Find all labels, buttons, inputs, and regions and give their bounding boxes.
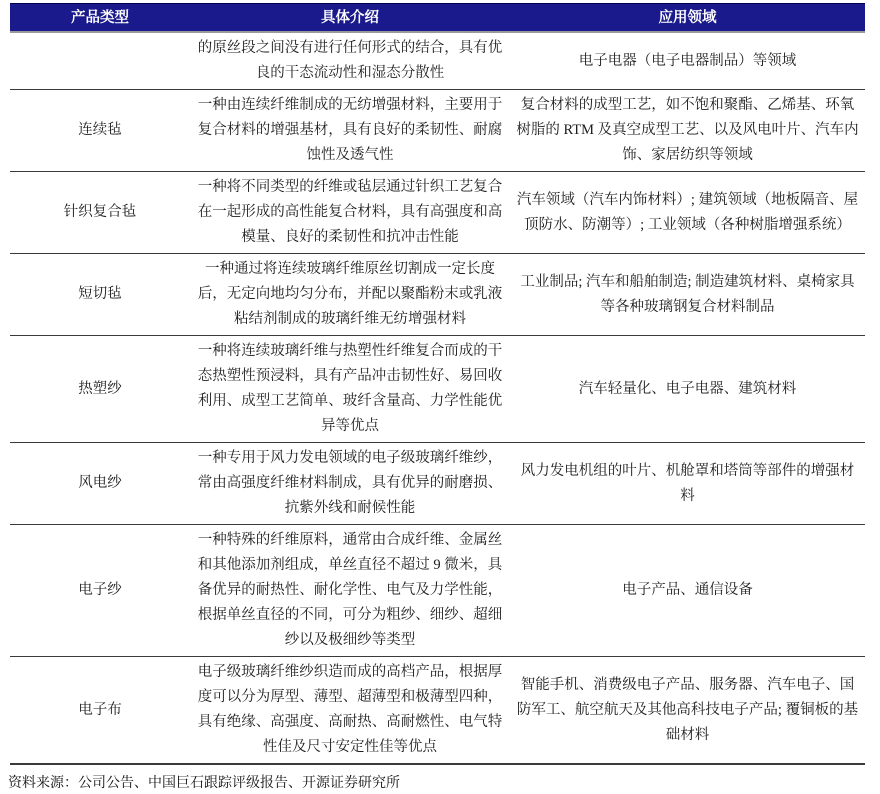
- table-row: [10, 33, 865, 90]
- product-type-cell: 风电纱: [78, 475, 122, 491]
- description-cell: 一种将连续玻璃纤维与热塑性纤维复合而成的干态热塑性预浸料，具有产品冲击韧性好、易回收利用、成型工艺简单、玻纤含量高、力学性能优异等优点: [197, 343, 503, 434]
- description-cell: 一种通过将连续玻璃纤维原丝切割成一定长度后，无定向地均匀分布，并配以聚酯粉末或乳液粘结剂制成的玻璃纤维无纺增强材料: [197, 261, 503, 327]
- column-header-application: 应用领域: [658, 10, 717, 26]
- product-table: [10, 3, 865, 765]
- application-cell: 汽车领域（汽车内饰材料）; 建筑领域（地板隔音、屋顶防水、防潮等）; 工业领域（各种树脂增强系统）: [516, 191, 859, 233]
- application-cell: 复合材料的成型工艺，如不饱和聚酯、乙烯基、环氧树脂的 RTM 及真空成型工艺、以及风电叶片、汽车内饰、家居纺织等领域: [516, 97, 859, 163]
- description-cell: 一种将不同类型的纤维或毡层通过针织工艺复合在一起形成的高性能复合材料，具有高强度和高模量、良好的柔韧性和抗冲击性能: [197, 179, 503, 245]
- application-cell: 工业制品; 汽车和船舶制造; 制造建筑材料、桌椅家具等各种玻璃钢复合材料制品: [520, 273, 855, 315]
- column-header-product-type: 产品类型: [71, 10, 129, 26]
- table-row: [10, 657, 865, 765]
- table-row: [10, 336, 865, 443]
- description-cell: 一种特殊的纤维原料，通常由合成纤维、金属丝和其他添加剂组成，单丝直径不超过 9 微米，具备优异的耐热性、耐化学性、电气及力学性能，根据单丝直径的不同，可分为粗纱、细纱、超细纱以及极细纱等类型: [197, 532, 503, 648]
- table-row: [10, 172, 865, 254]
- application-cell: 风力发电机组的叶片、机舱罩和塔筒等部件的增强材料: [520, 462, 855, 504]
- product-type-cell: 短切毡: [78, 286, 122, 302]
- table-header-row: [10, 3, 865, 33]
- table-row: [10, 443, 865, 525]
- application-cell: 汽车轻量化、电子电器、建筑材料: [578, 380, 797, 397]
- product-type-cell: 热塑纱: [78, 380, 122, 397]
- source-note: 资料来源：公司公告、中国巨石跟踪评级报告、开源证券研究所: [8, 776, 400, 791]
- table-row: [10, 254, 865, 336]
- application-cell: 电子电器（电子电器制品）等领域: [578, 52, 797, 69]
- product-type-cell: 电子布: [78, 701, 122, 718]
- product-type-cell: 针织复合毡: [63, 204, 137, 220]
- description-cell: 电子级玻璃纤维纱织造而成的高档产品，根据厚度可以分为厚型、薄型、超薄型和极薄型四种，具有绝缘、高强度、高耐热、高耐燃性、电气特性佳及尺寸安定性佳等优点: [197, 664, 503, 755]
- table-row: [10, 525, 865, 657]
- description-cell: 的原丝段之间没有进行任何形式的结合，具有优良的干态流动性和湿态分散性: [197, 40, 503, 81]
- product-type-cell: 连续毡: [78, 122, 122, 138]
- column-header-description: 具体介绍: [321, 10, 379, 26]
- product-type-cell: 电子纱: [78, 582, 122, 598]
- description-cell: 一种专用于风力发电领域的电子级玻璃纤维纱，常由高强度纤维材料制成，具有优异的耐磨损、抗紫外线和耐候性能: [197, 450, 503, 516]
- application-cell: 智能手机、消费级电子产品、服务器、汽车电子、国防军工、航空航天及其他高科技电子产品; 覆铜板的基础材料: [516, 676, 859, 743]
- description-cell: 一种由连续纤维制成的无纺增强材料，主要用于复合材料的增强基材，具有良好的柔韧性、耐腐蚀性及透气性: [197, 97, 503, 163]
- table-row: [10, 90, 865, 172]
- application-cell: 电子产品、通信设备: [622, 582, 753, 598]
- product-type-cell: [10, 33, 190, 89]
